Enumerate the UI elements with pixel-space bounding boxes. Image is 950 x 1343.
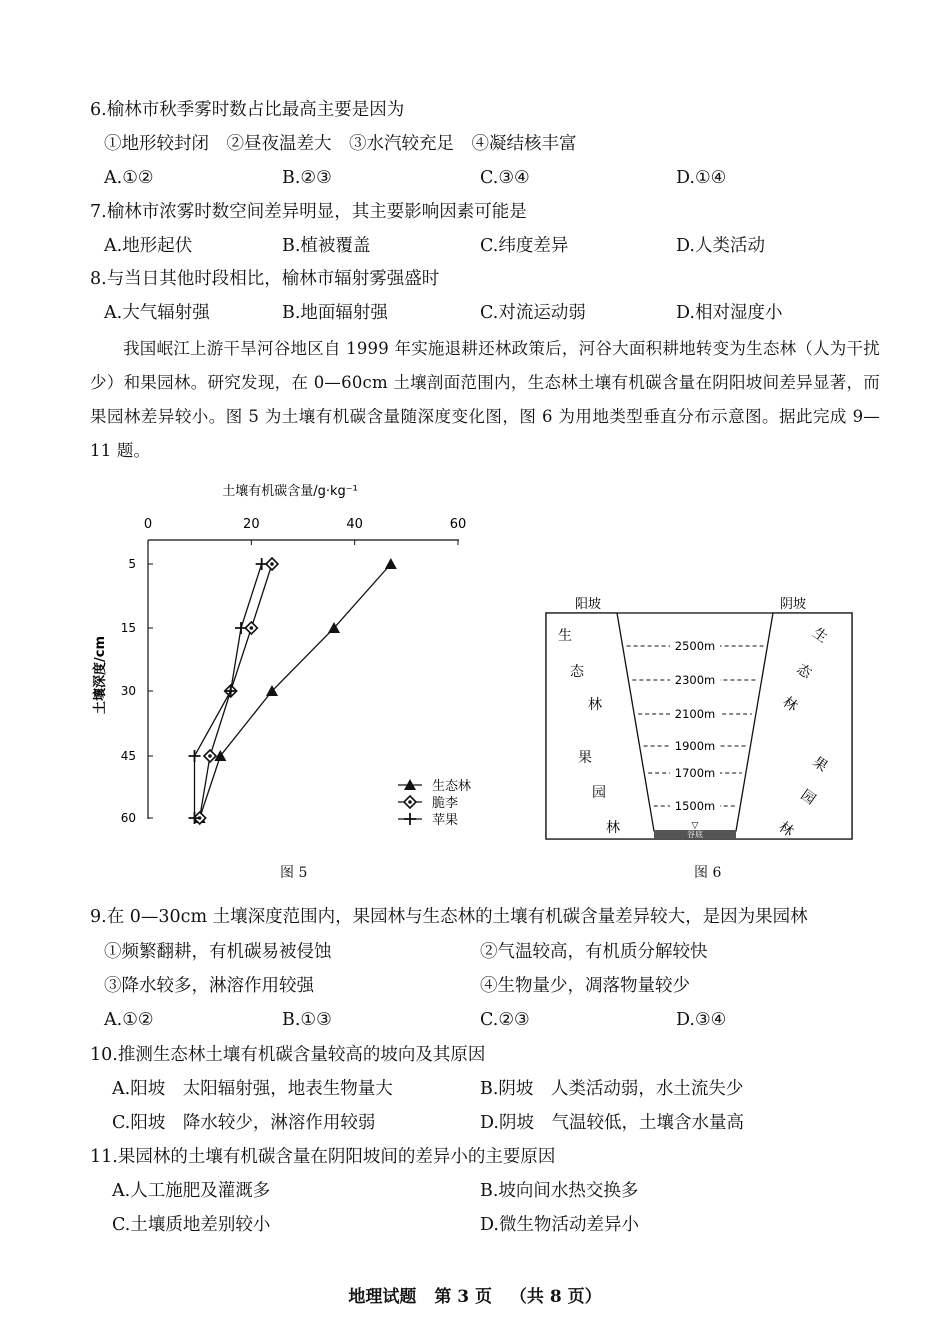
figure5-chart [80, 475, 500, 835]
q9-stem: 9.在 0—30cm 土壤深度范围内，果园林与生态林的土壤有机碳含量差异较大，是因为果园林 [90, 907, 808, 927]
data-point [225, 685, 237, 697]
figure6-caption: 图 6 [694, 865, 722, 881]
q9-statement-1: ①频繁翻耕，有机碳易被侵蚀 [104, 942, 332, 962]
q7-option-c: C.纬度差异 [480, 236, 569, 256]
data-point-center [270, 562, 274, 566]
q11-option-a: A.人工施肥及灌溉多 [112, 1181, 271, 1201]
q9-statement-2: ②气温较高，有机质分解较快 [480, 942, 708, 962]
q11-option-d: D.微生物活动差异小 [480, 1215, 639, 1235]
legend-marker-center [408, 800, 412, 804]
q8-option-a: A.大气辐射强 [104, 303, 210, 323]
y-axis-label: 土壤深度/cm [93, 635, 108, 715]
y-tick-label: 45 [120, 749, 136, 763]
y-tick-label: 60 [120, 811, 136, 825]
footer-total: （共 8 页） [509, 1287, 602, 1307]
q9-option-b: B.①③ [282, 1010, 332, 1030]
x-tick-label: 40 [346, 517, 363, 532]
shady-slope-zone-char: 林 [775, 819, 797, 841]
elevation-label: 2100m [674, 707, 716, 721]
legend-label: 生态林 [432, 779, 472, 794]
q8-stem: 8.与当日其他时段相比，榆林市辐射雾强盛时 [90, 269, 440, 289]
sunny-slope-zone-char: 生 [558, 628, 572, 644]
data-point [235, 622, 247, 634]
q11-stem: 11.果园林的土壤有机碳含量在阴阳坡间的差异小的主要原因 [90, 1147, 556, 1167]
q6-option-c: C.③④ [480, 168, 530, 188]
footer-subject: 地理试题 [348, 1287, 417, 1307]
q10-option-c: C.阳坡 降水较少，淋溶作用较弱 [112, 1113, 376, 1133]
q7-option-d: D.人类活动 [676, 236, 765, 256]
footer-page: 第 3 页 [434, 1287, 492, 1307]
q6-option-d: D.①④ [676, 168, 727, 188]
q6-statements: ①地形较封闭 ②昼夜温差大 ③水汽较充足 ④凝结核丰富 [104, 134, 577, 154]
sunny-slope-zone-char: 态 [570, 664, 584, 680]
q8-option-b: B.地面辐射强 [282, 303, 388, 323]
q9-statement-4: ④生物量少，凋落物量较少 [480, 976, 690, 996]
elevation-label: 1900m [674, 739, 716, 753]
y-tick-label: 30 [120, 684, 136, 698]
q9-option-a: A.①② [104, 1010, 154, 1030]
q7-option-a: A.地形起伏 [104, 236, 193, 256]
valley-floor-label: 谷底 [687, 830, 703, 839]
page-footer [0, 1282, 950, 1307]
series-plus [189, 558, 268, 824]
shady-slope-label: 阴坡 [779, 597, 807, 612]
data-point [189, 750, 201, 762]
q7-option-b: B.植被覆盖 [282, 236, 371, 256]
q11-option-b: B.坡向间水热交换多 [480, 1181, 639, 1201]
q8-option-d: D.相对湿度小 [676, 303, 783, 323]
shady-slope-zone-char: 果 [809, 754, 831, 776]
q10-option-a: A.阳坡 太阳辐射强，地表生物量大 [112, 1079, 393, 1099]
sunny-slope-zone-char: 林 [588, 697, 602, 713]
reading-passage: 我国岷江上游干旱河谷地区自 1999 年实施退耕还林政策后，河谷大面积耕地转变为生态林（人为干扰少）和果园林。研究发现，在 0—60cm 土壤剖面范围内，生态林土壤有机碳含量在阴阳坡间差异显著，而果园林差异较小。图 5 为土壤有机碳含量随深度变化图，图 6 为用地类型垂直分布示意图。据此完成 9—11 题。 [90, 339, 880, 460]
q10-option-b: B.阴坡 人类活动弱，水土流失少 [480, 1079, 744, 1099]
q6-option-b: B.②③ [282, 168, 332, 188]
data-point [256, 558, 268, 570]
q10-option-d: D.阴坡 气温较低，土壤含水量高 [480, 1113, 744, 1133]
sunny-slope-label: 阳坡 [574, 597, 602, 612]
q7-stem: 7.榆林市浓雾时数空间差异明显，其主要影响因素可能是 [90, 202, 527, 222]
x-tick-label: 20 [243, 517, 260, 532]
legend-label: 苹果 [432, 813, 459, 828]
q10-stem: 10.推测生态林土壤有机碳含量较高的坡向及其原因 [90, 1045, 486, 1065]
shady-slope-zone-char: 林 [779, 694, 801, 716]
q9-statement-3: ③降水较多，淋溶作用较强 [104, 976, 314, 996]
data-point-center [208, 754, 212, 758]
q6-stem: 6.榆林市秋季雾时数占比最高主要是因为 [90, 100, 405, 120]
data-point-center [250, 626, 254, 630]
y-tick-label: 15 [120, 621, 136, 635]
shady-slope-zone-char: 态 [793, 661, 815, 683]
elevation-label: 1500m [674, 799, 716, 813]
q9-option-d: D.③④ [676, 1010, 727, 1030]
data-point [385, 558, 397, 569]
sunny-slope-zone-char: 林 [606, 820, 620, 836]
sunny-slope-zone-char: 果 [578, 750, 592, 766]
x-tick-label: 60 [449, 517, 467, 532]
q11-option-c: C.土壤质地差别较小 [112, 1215, 271, 1235]
sunny-slope-zone-char: 园 [592, 785, 606, 801]
x-tick-label: 0 [143, 517, 153, 532]
figure5-caption: 图 5 [280, 865, 308, 881]
shady-slope-zone-char: 生 [809, 625, 831, 647]
chart-title: 土壤有机碳含量/g·kg⁻¹ [222, 484, 358, 499]
figure6-diagram [540, 592, 860, 844]
elevation-label: 2500m [674, 639, 716, 653]
y-tick-label: 5 [128, 557, 136, 571]
legend-label: 脆李 [432, 796, 459, 811]
q8-option-c: C.对流运动弱 [480, 303, 586, 323]
shady-slope-zone-char: 园 [797, 787, 819, 809]
water-symbol: ▽ [691, 821, 699, 831]
q6-option-a: A.①② [104, 168, 154, 188]
elevation-label: 1700m [674, 766, 716, 780]
legend-marker [404, 813, 416, 825]
elevation-label: 2300m [674, 673, 716, 687]
q9-option-c: C.②③ [480, 1010, 530, 1030]
